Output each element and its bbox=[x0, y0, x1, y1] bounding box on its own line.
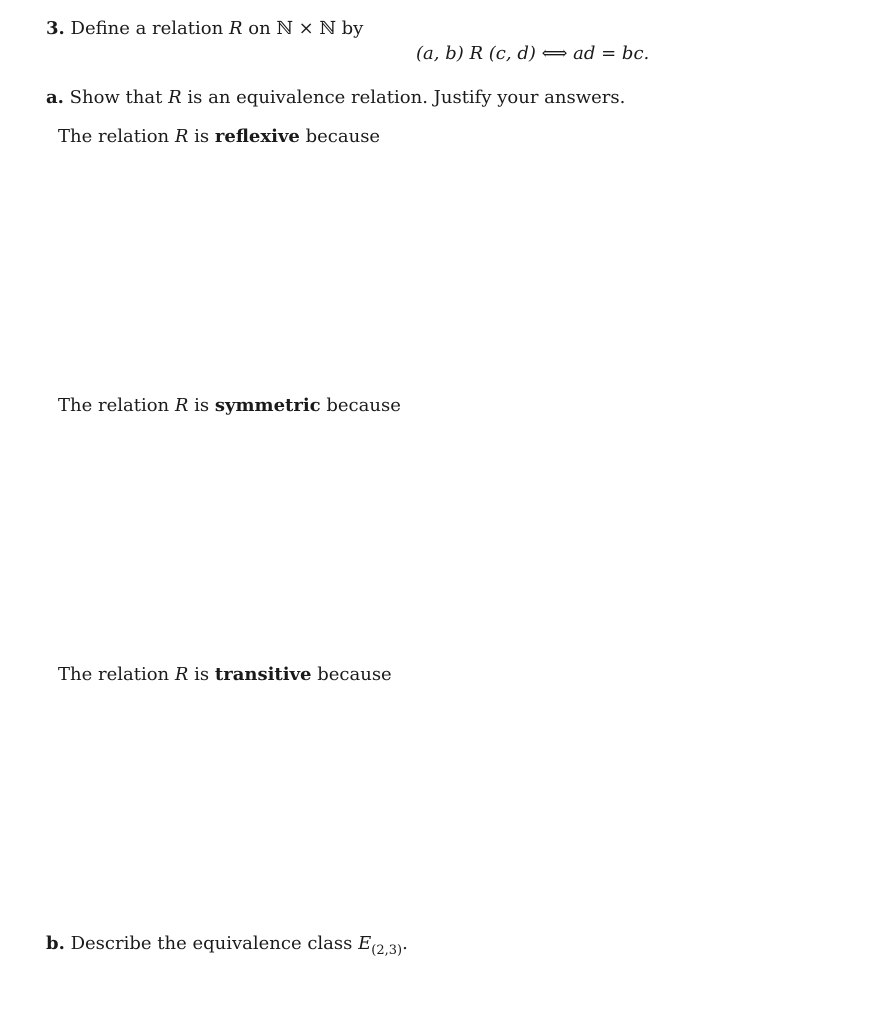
part-a-text-after: is an equivalence relation. Justify your answers. bbox=[187, 87, 626, 108]
part-a-relation-symbol: R bbox=[168, 87, 182, 108]
equivalence-class-symbol: E bbox=[358, 933, 372, 954]
definition-relation: R bbox=[469, 43, 484, 64]
statement-mid: is bbox=[194, 664, 210, 685]
question-number: 3. bbox=[46, 18, 65, 39]
statement-suffix: because bbox=[326, 395, 401, 416]
property-transitive: transitive bbox=[214, 664, 312, 685]
part-b-text: Describe the equivalence class bbox=[70, 933, 353, 954]
definition-lhs-left: (a, b) bbox=[416, 43, 464, 64]
statement-prefix: The relation bbox=[58, 395, 170, 416]
equivalence-class-subscript: (2,3) bbox=[371, 943, 403, 958]
part-a-label: a. bbox=[46, 87, 64, 108]
statement-prefix: The relation bbox=[58, 126, 170, 147]
part-a-prompt bbox=[46, 87, 625, 109]
question-intro bbox=[46, 18, 363, 40]
by-text: by bbox=[341, 18, 364, 39]
property-reflexive: reflexive bbox=[214, 126, 300, 147]
relation-symbol: R bbox=[228, 18, 243, 39]
statement-mid: is bbox=[194, 395, 210, 416]
domain-set: ℕ × ℕ bbox=[276, 18, 336, 39]
symmetric-statement bbox=[58, 395, 401, 417]
statement-suffix: because bbox=[305, 126, 381, 147]
question-intro-text: Define a relation bbox=[70, 18, 224, 39]
part-b-prompt bbox=[46, 933, 408, 962]
statement-symbol: R bbox=[174, 664, 189, 685]
statement-symbol: R bbox=[174, 395, 189, 416]
relation-definition bbox=[416, 43, 649, 65]
on-text: on bbox=[248, 18, 271, 39]
statement-suffix: because bbox=[317, 664, 392, 685]
statement-prefix: The relation bbox=[58, 664, 170, 685]
iff-arrow: ⟺ bbox=[541, 43, 568, 64]
part-a-text-before: Show that bbox=[69, 87, 163, 108]
statement-mid: is bbox=[194, 126, 210, 147]
reflexive-statement bbox=[58, 126, 380, 148]
statement-symbol: R bbox=[174, 126, 189, 147]
definition-rhs: ad = bc. bbox=[573, 43, 650, 64]
definition-lhs-right: (c, d) bbox=[488, 43, 536, 64]
part-b-label: b. bbox=[46, 933, 65, 954]
property-symmetric: symmetric bbox=[214, 395, 321, 416]
part-b-end: . bbox=[402, 933, 408, 954]
transitive-statement bbox=[58, 664, 392, 686]
